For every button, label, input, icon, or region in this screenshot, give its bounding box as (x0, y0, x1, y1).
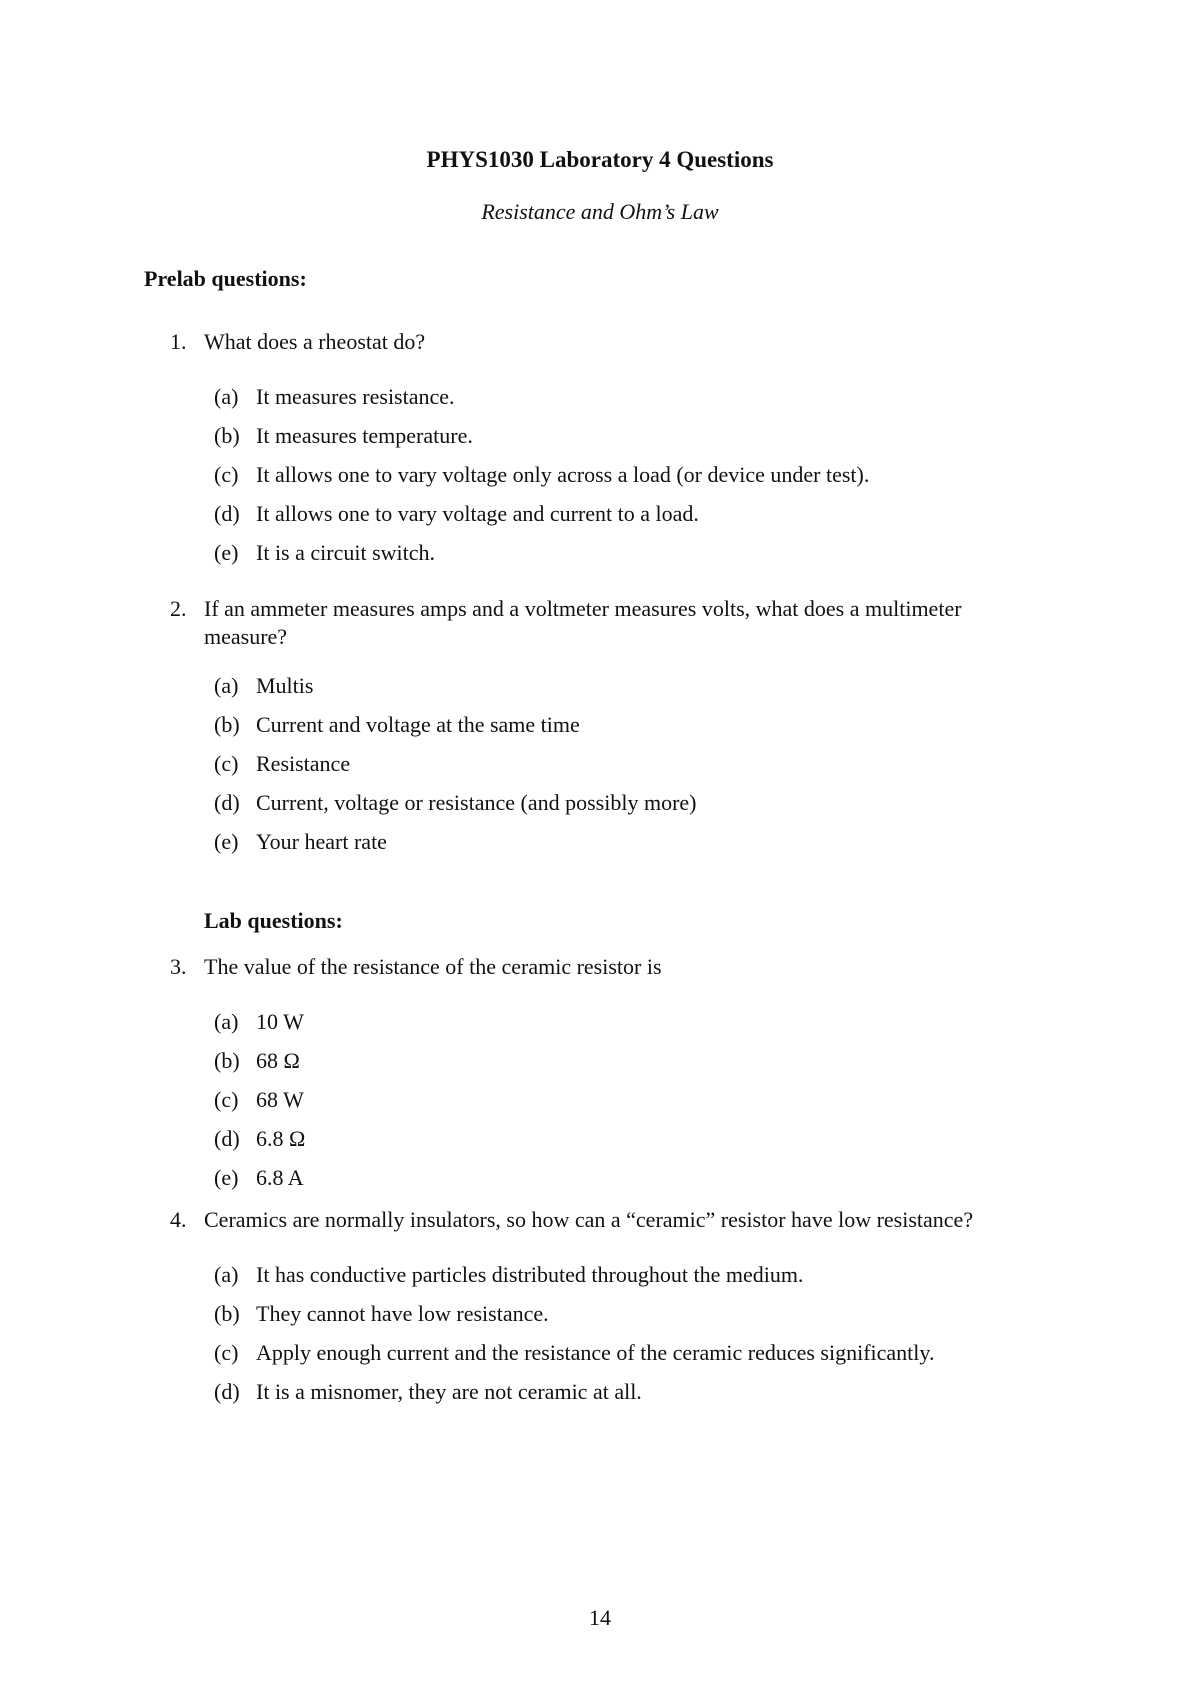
option-text: It is a circuit switch. (256, 540, 436, 565)
question-text: The value of the resistance of the ceramic resistor is (204, 954, 662, 979)
option-text: It allows one to vary voltage only across a load (or device under test). (256, 462, 870, 487)
option-item (214, 1300, 1074, 1339)
page-title: PHYS1030 Laboratory 4 Questions (426, 147, 774, 172)
prelab-heading: Prelab questions: (144, 266, 307, 291)
question-text: What does a rheostat do? (204, 329, 426, 354)
option-text: Current, voltage or resistance (and possibly more) (256, 790, 697, 815)
option-text: Your heart rate (256, 829, 387, 854)
option-item (214, 500, 1074, 539)
option-item (214, 461, 1074, 500)
option-text: 6.8 A (256, 1165, 304, 1190)
option-label: (a) (214, 1009, 239, 1034)
option-text: 10 W (256, 1009, 304, 1034)
option-text: Multis (256, 673, 314, 698)
option-label: (e) (214, 540, 239, 565)
option-item (214, 1125, 1074, 1164)
option-label: (c) (214, 462, 239, 487)
option-text: Apply enough current and the resistance of the ceramic reduces significantly. (256, 1340, 935, 1365)
option-text: It measures temperature. (256, 423, 473, 448)
question-3 (170, 953, 1050, 981)
option-item (214, 789, 1074, 828)
option-text: It measures resistance. (256, 384, 455, 409)
option-item (214, 1008, 1074, 1047)
option-item (214, 672, 1074, 711)
option-text: 68 W (256, 1087, 304, 1112)
question-number: 4. (170, 1207, 187, 1232)
option-label: (b) (214, 712, 240, 737)
option-text: 68 Ω (256, 1048, 300, 1073)
question-text: Ceramics are normally insulators, so how can a “ceramic” resistor have low resistance? (204, 1207, 974, 1232)
question-1 (170, 328, 1050, 356)
option-label: (d) (214, 1126, 240, 1151)
option-item (214, 422, 1074, 461)
option-text: 6.8 Ω (256, 1126, 306, 1151)
option-label: (b) (214, 1048, 240, 1073)
option-label: (c) (214, 751, 239, 776)
question-number: 3. (170, 954, 187, 979)
option-item (214, 1164, 1074, 1203)
page-number: 14 (589, 1605, 611, 1630)
option-text: Current and voltage at the same time (256, 712, 580, 737)
option-item (214, 828, 1074, 867)
question-2 (170, 595, 1050, 651)
option-item (214, 383, 1074, 422)
option-label: (b) (214, 423, 240, 448)
option-item (214, 1086, 1074, 1125)
question-2-options (214, 672, 1074, 867)
question-1-options (214, 383, 1074, 578)
option-label: (d) (214, 1379, 240, 1404)
option-label: (a) (214, 1262, 239, 1287)
option-label: (c) (214, 1087, 239, 1112)
option-text: It is a misnomer, they are not ceramic at all. (256, 1379, 642, 1404)
question-number: 2. (170, 596, 187, 621)
option-text: It allows one to vary voltage and current to a load. (256, 501, 699, 526)
option-item (214, 1378, 1074, 1417)
option-label: (a) (214, 673, 239, 698)
option-item (214, 1261, 1074, 1300)
question-number: 1. (170, 329, 187, 354)
page-subtitle: Resistance and Ohm’s Law (481, 199, 719, 224)
option-item (214, 1047, 1074, 1086)
option-label: (e) (214, 829, 239, 854)
question-3-options (214, 1008, 1074, 1203)
option-item (214, 750, 1074, 789)
option-text: They cannot have low resistance. (256, 1301, 549, 1326)
option-label: (c) (214, 1340, 239, 1365)
option-item (214, 711, 1074, 750)
option-label: (d) (214, 790, 240, 815)
option-item (214, 1339, 1074, 1378)
option-label: (a) (214, 384, 239, 409)
option-text: Resistance (256, 751, 351, 776)
lab-heading: Lab questions: (204, 908, 343, 933)
question-text: If an ammeter measures amps and a voltmeter measures volts, what does a multimeter measure? (204, 596, 962, 649)
option-label: (e) (214, 1165, 239, 1190)
option-label: (b) (214, 1301, 240, 1326)
question-4 (170, 1206, 1050, 1234)
option-label: (d) (214, 501, 240, 526)
option-text: It has conductive particles distributed throughout the medium. (256, 1262, 804, 1287)
option-item (214, 539, 1074, 578)
question-4-options (214, 1261, 1074, 1417)
